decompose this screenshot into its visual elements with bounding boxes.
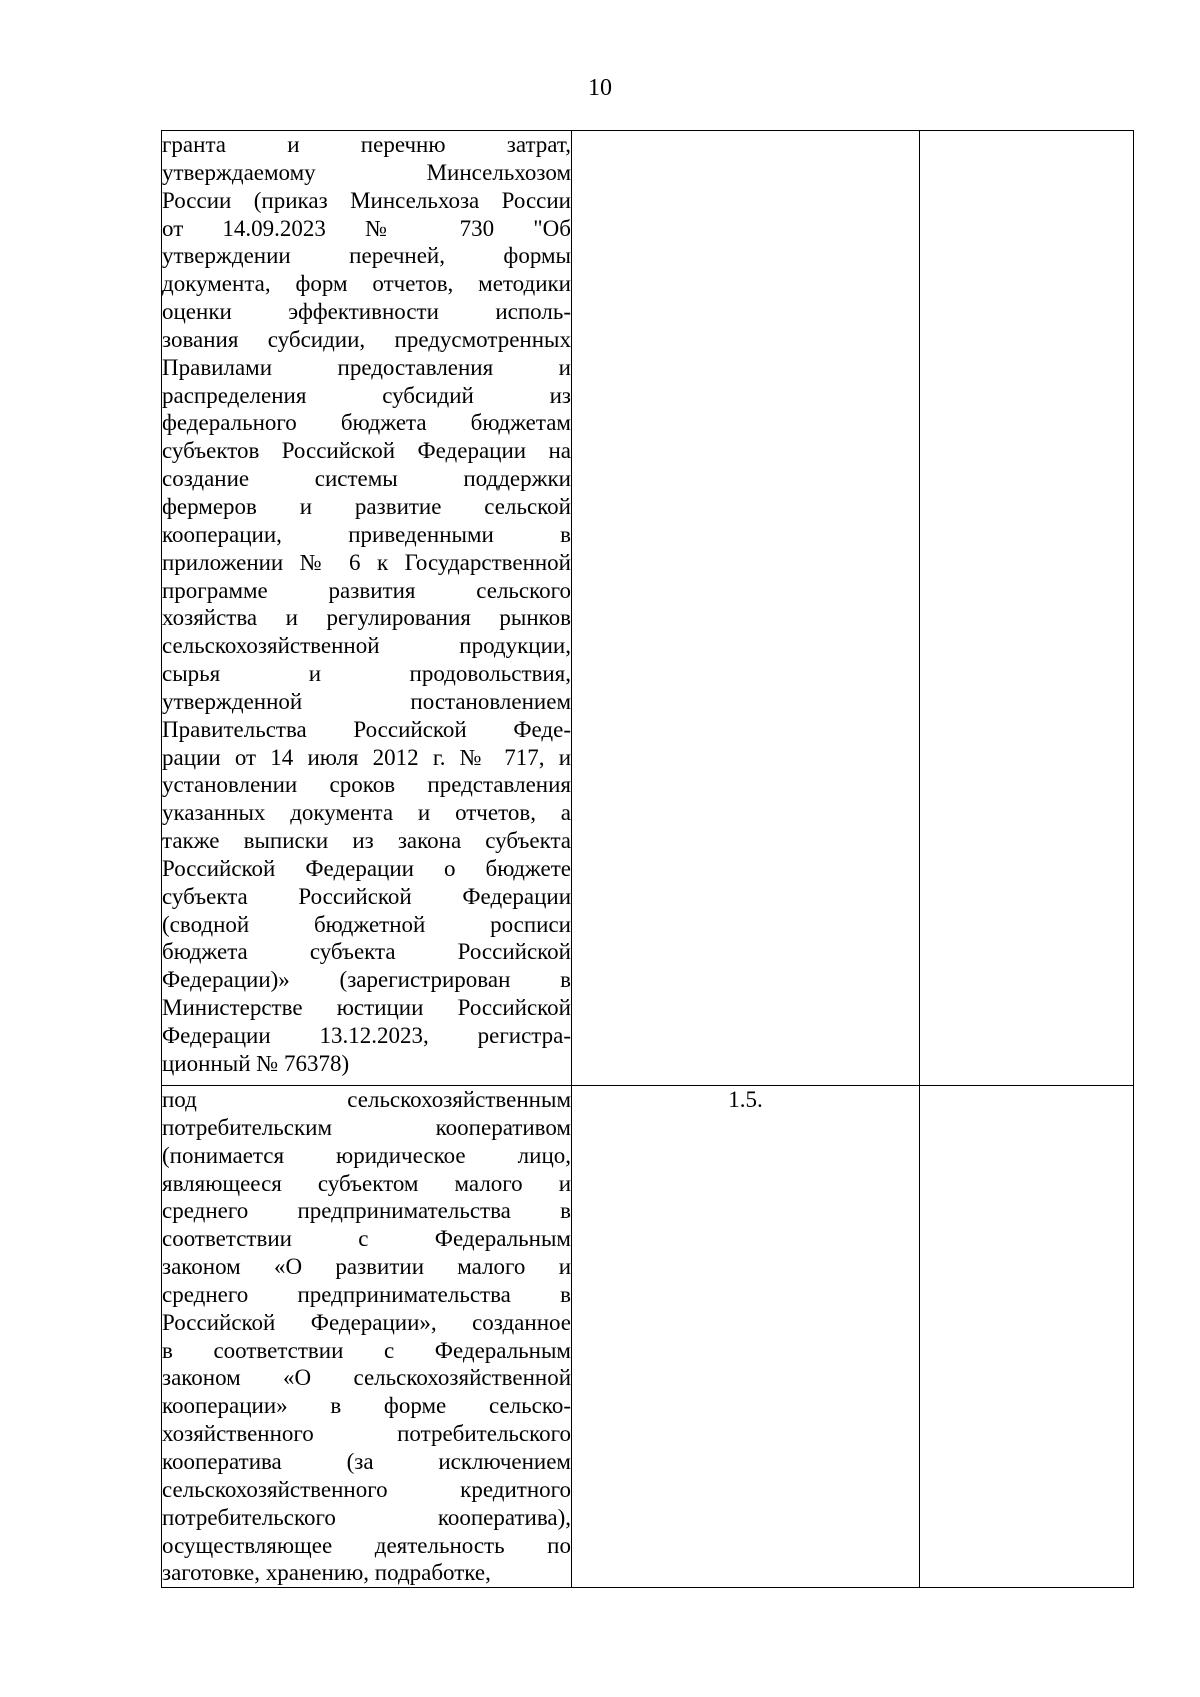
text-line: сельскохозяйственного кредитного <box>162 1476 571 1502</box>
text-line: Правилами предоставления и <box>162 354 571 380</box>
text-line: Правительства Российской Феде- <box>162 716 571 742</box>
text-line: потребительского кооператива), <box>162 1504 571 1530</box>
text-line: под сельскохозяйственным <box>162 1087 571 1112</box>
table-row <box>162 1086 1134 1588</box>
table-cell-number <box>572 131 920 1086</box>
text-line: утверждении перечней, формы <box>162 243 571 269</box>
text-line: (понимается юридическое лицо, <box>162 1142 571 1168</box>
text-line: рации от 14 июля 2012 г. № 717, и <box>162 744 571 770</box>
text-line: являющееся субъектом малого и <box>162 1170 571 1196</box>
text-line: Министерстве юстиции Российской <box>162 995 571 1021</box>
table-cell-number: 1.5. <box>572 1086 920 1588</box>
text-line: зования субсидии, предусмотренных <box>162 326 571 352</box>
text-line: в соответствии с Федеральным <box>162 1337 571 1363</box>
text-line: Российской Федерации», созданное <box>162 1309 571 1335</box>
text-line: гранта и перечню затрат, <box>162 132 571 157</box>
text-line: субъекта Российской Федерации <box>162 883 571 909</box>
text-line: сельскохозяйственной продукции, <box>162 633 571 659</box>
text-line: распределения субсидий из <box>162 382 571 408</box>
text-line: Российской Федерации о бюджете <box>162 855 571 881</box>
table-cell-empty <box>920 131 1134 1086</box>
text-line: также выписки из закона субъекта <box>162 828 571 854</box>
text-line: федерального бюджета бюджетам <box>162 410 571 436</box>
document-table <box>161 130 1134 1588</box>
text-line: субъектов Российской Федерации на <box>162 438 571 464</box>
text-line: установлении сроков представления <box>162 772 571 798</box>
text-line: среднего предпринимательства в <box>162 1281 571 1307</box>
text-line: утвержденной постановлением <box>162 688 571 714</box>
text-line: России (приказ Минсельхоза России <box>162 187 571 213</box>
text-line: программе развития сельского <box>162 577 571 603</box>
text-line: от 14.09.2023 № 730 "Об <box>162 215 571 241</box>
text-line: (сводной бюджетной росписи <box>162 911 571 937</box>
text-line: Федерации 13.12.2023, регистра- <box>162 1023 571 1048</box>
text-line: законом «О сельскохозяйственной <box>162 1365 571 1391</box>
table-row <box>162 131 1134 1086</box>
text-line: сырья и продовольствия, <box>162 661 571 687</box>
text-line: бюджета субъекта Российской <box>162 939 571 965</box>
text-line: хозяйственного потребительского <box>162 1421 571 1447</box>
text-line: указанных документа и отчетов, а <box>162 800 571 826</box>
text-line: потребительским кооперативом <box>162 1114 571 1140</box>
text-line: осуществляющее деятельность по <box>162 1532 571 1558</box>
text-line: приложении № 6 к Государственной <box>162 549 571 575</box>
text-line: кооперации, приведенными в <box>162 521 571 547</box>
text-line: оценки эффективности исполь- <box>162 299 571 325</box>
table-cell-text <box>162 131 572 1086</box>
text-line: среднего предпринимательства в <box>162 1198 571 1224</box>
text-line: документа, форм отчетов, методики <box>162 271 571 297</box>
text-line: фермеров и развитие сельской <box>162 493 571 519</box>
text-line: создание системы поддержки <box>162 466 571 492</box>
text-line: ционный № 76378) <box>162 1050 350 1076</box>
text-line: кооперации» в форме сельско- <box>162 1393 571 1419</box>
text-line: утверждаемому Минсельхозом <box>162 159 571 185</box>
text-line: соответствии с Федеральным <box>162 1226 571 1252</box>
table-cell-text <box>162 1086 572 1588</box>
text-line: кооператива (за исключением <box>162 1448 571 1474</box>
page-number: 10 <box>588 75 612 101</box>
text-line: законом «О развитии малого и <box>162 1254 571 1280</box>
text-line: заготовке, хранению, подработке, <box>162 1560 491 1586</box>
text-line: хозяйства и регулирования рынков <box>162 605 571 631</box>
table-cell-empty <box>920 1086 1134 1588</box>
text-line: Федерации)» (зарегистрирован в <box>162 967 571 993</box>
